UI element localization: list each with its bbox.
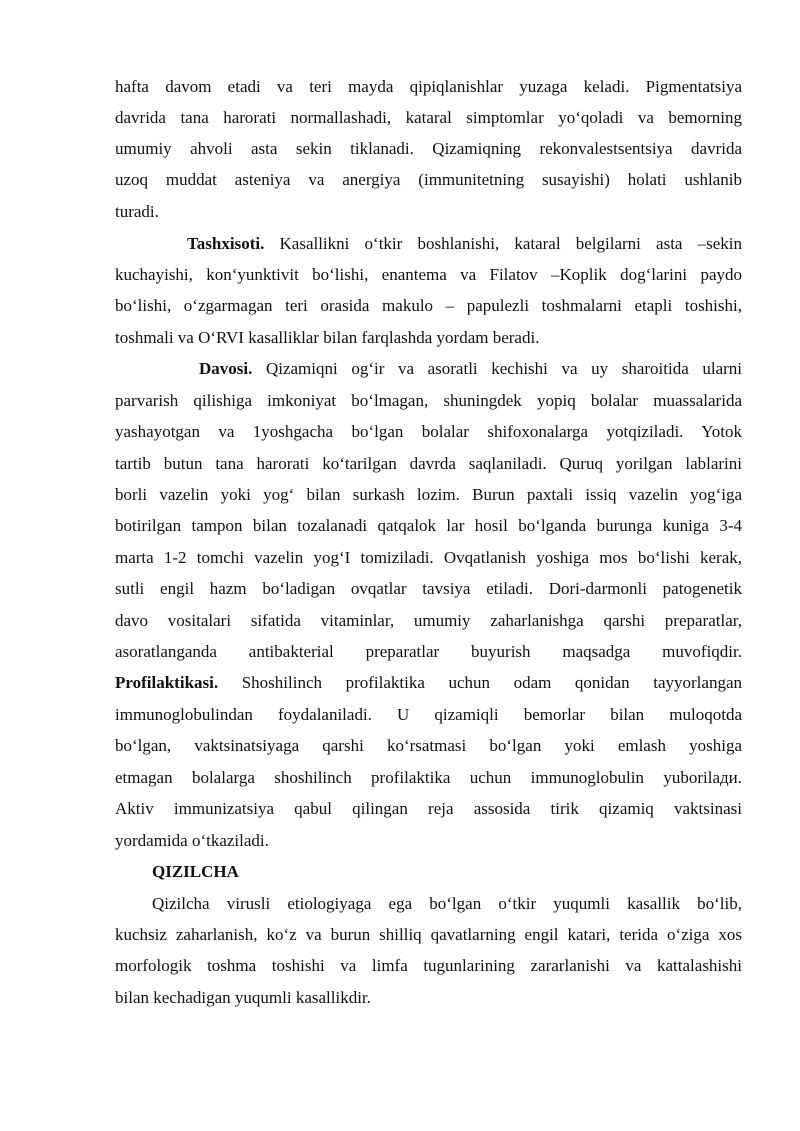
paragraph-line: davo vositalari sifatida vitaminlar, umumiy zaharlanishga qarshi preparatlar, — [115, 611, 742, 630]
paragraph-line: botirilgan tampon bilan tozalanadi qatqalok lar hosil bo‘lganda burunga kuniga 3-4 — [115, 516, 742, 535]
paragraph-line: toshmali va O‘RVI kasalliklar bilan farqlashda yordam beradi. — [115, 328, 540, 347]
paragraph-line: Aktiv immunizatsiya qabul qilingan reja assosida tirik qizamiq vaktsinasi — [115, 799, 742, 818]
paragraph-line: bo‘lishi, o‘zgarmagan teri orasida makulo – papulezli toshmalarni etapli toshishi, — [115, 296, 742, 315]
paragraph-line: parvarish qilishiga imkoniyat bo‘lmagan, shuningdek yopiq bolalar muassalarida — [115, 391, 742, 410]
paragraph-line: sutli engil hazm bo‘ladigan ovqatlar tavsiya etiladi. Dori-darmonli patogenetik — [115, 579, 742, 598]
paragraph-line-davosi — [199, 358, 742, 380]
paragraph-line: immunoglobulindan foydalaniladi. U qizamiqli bemorlar bilan muloqotda — [115, 705, 742, 724]
paragraph-line: turadi. — [115, 202, 159, 221]
paragraph-line: bilan kechadigan yuqumli kasallikdir. — [115, 988, 371, 1007]
paragraph-line: uzoq muddat asteniya va anergiya (immunitetning susayishi) holati ushlanib — [115, 170, 742, 189]
paragraph-line: kuchsiz zaharlanish, ko‘z va burun shilliq qavatlarning engil katari, terida o‘ziga xos — [115, 925, 742, 944]
heading-profilaktikasi: Profilaktikasi. — [115, 673, 219, 692]
paragraph-text: Shoshilinch profilaktika uchun odam qonidan tayyorlangan — [241, 673, 742, 692]
paragraph-line: kuchayishi, kon‘yunktivit bo‘lishi, enantema va Filatov –Koplik dog‘larini paydo — [115, 265, 742, 284]
paragraph-line: tartib butun tana harorati ko‘tarilgan davrda saqlaniladi. Quruq yorilgan lablarini — [115, 454, 742, 473]
section-heading-qizilcha: QIZILCHA — [152, 862, 239, 881]
paragraph-line: etmagan bolalarga shoshilinch profilaktika uchun immunoglobulin yuborilади. — [115, 768, 742, 787]
paragraph-line: morfologik toshma toshishi va limfa tugunlarining zararlanishi va kattalashishi — [115, 956, 742, 975]
paragraph-line: yashayotgan va 1yoshgacha bo‘lgan bolalar shifoxonalarga yotqiziladi. Yotok — [115, 422, 742, 441]
paragraph-text: Kasallikni o‘tkir boshlanishi, kataral belgilarni asta –sekin — [279, 234, 743, 253]
paragraph-line: borli vazelin yoki yog‘ bilan surkash lozim. Burun paxtali issiq vazelin yog‘iga — [115, 485, 742, 504]
paragraph-line: umumiy ahvoli asta sekin tiklanadi. Qizamiqning rekonvalestsentsiya davrida — [115, 139, 742, 158]
paragraph-line: bo‘lgan, vaktsinatsiyaga qarshi ko‘rsatmasi bo‘lgan yoki emlash yoshiga — [115, 736, 742, 755]
paragraph-line: yordamida o‘tkaziladi. — [115, 831, 269, 850]
paragraph-line-tashxisoti — [187, 233, 742, 255]
paragraph-line: Qizilcha virusli etiologiyaga ega bo‘lgan o‘tkir yuqumli kasallik bo‘lib, — [152, 894, 742, 913]
paragraph-line: marta 1-2 tomchi vazelin yog‘I tomiziladi. Ovqatlanish yoshiga mos bo‘lishi kerak, — [115, 548, 742, 567]
heading-tashxisoti: Tashxisoti. — [187, 234, 265, 253]
paragraph-text: Qizamiqni og‘ir va asoratli kechishi va uy sharoitida ularni — [265, 359, 742, 378]
paragraph-line: hafta davom etadi va teri mayda qipiqlanishlar yuzaga keladi. Pigmentatsiya — [115, 77, 742, 96]
paragraph-line-profilaktikasi — [115, 672, 742, 694]
paragraph-line: asoratlanganda antibakterial preparatlar buyurish maqsadga muvofiqdir. — [115, 642, 742, 661]
heading-davosi: Davosi. — [199, 359, 253, 378]
paragraph-line: davrida tana harorati normallashadi, kataral simptomlar yo‘qoladi va bemorning — [115, 108, 742, 127]
